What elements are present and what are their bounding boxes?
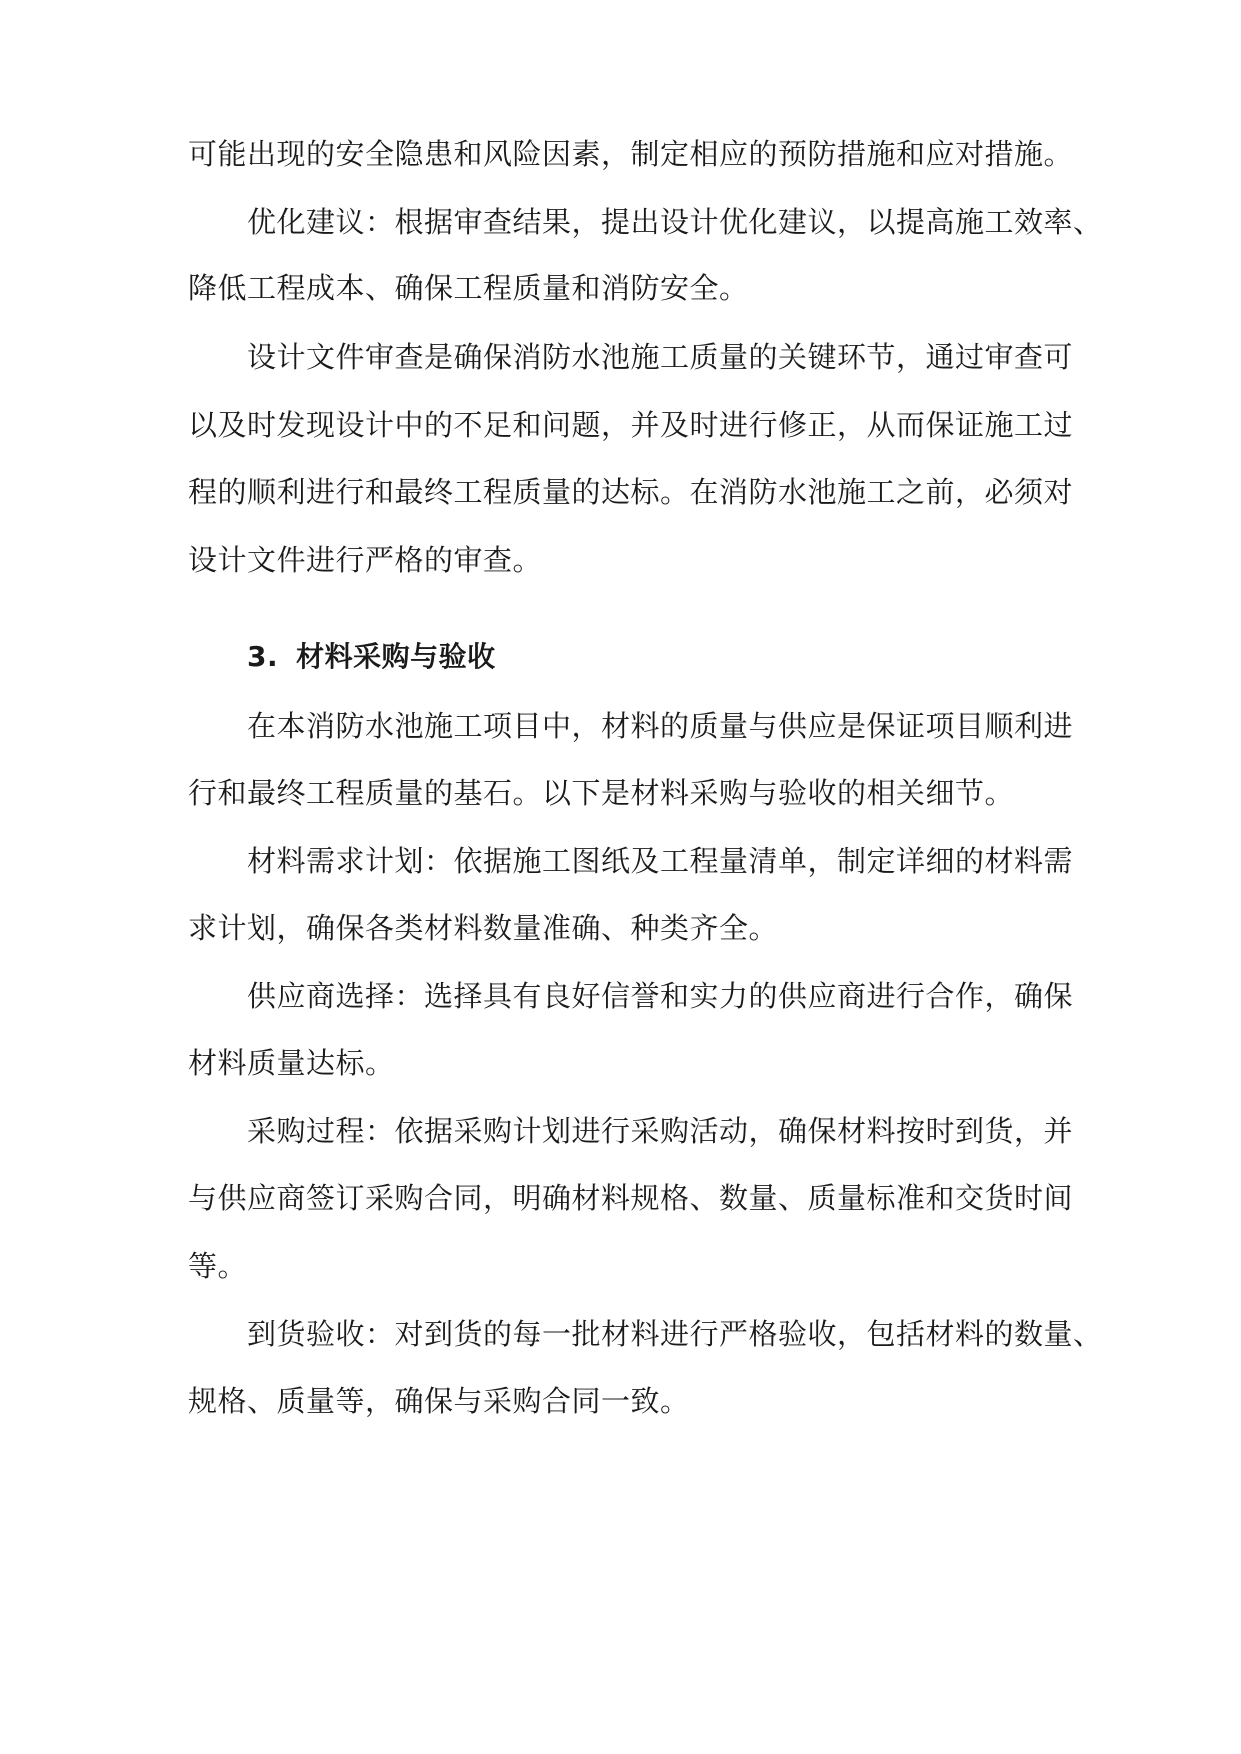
paragraph-line: 行和最终工程质量的基石。以下是材料采购与验收的相关细节。	[188, 776, 1015, 810]
paragraph-line: 可能出现的安全隐患和风险因素，制定相应的预防措施和应对措施。	[188, 137, 1074, 171]
paragraph-line: 供应商选择：选择具有良好信誉和实力的供应商进行合作，确保	[247, 979, 1074, 1013]
paragraph-line: 到货验收：对到货的每一批材料进行严格验收，包括材料的数量、	[247, 1317, 1103, 1351]
paragraph-line: 材料质量达标。	[188, 1046, 395, 1080]
paragraph-line: 与供应商签订采购合同，明确材料规格、数量、质量标准和交货时间	[188, 1181, 1074, 1215]
paragraph-line: 设计文件进行严格的审查。	[188, 543, 543, 577]
paragraph-line: 采购过程：依据采购计划进行采购活动，确保材料按时到货，并	[247, 1114, 1074, 1148]
paragraph-line: 在本消防水池施工项目中，材料的质量与供应是保证项目顺利进	[247, 709, 1074, 743]
paragraph-line: 材料需求计划：依据施工图纸及工程量清单，制定详细的材料需	[247, 844, 1074, 878]
section-heading	[247, 637, 496, 677]
paragraph-line: 优化建议：根据审查结果，提出设计优化建议，以提高施工效率、	[247, 205, 1103, 239]
paragraph-line: 以及时发现设计中的不足和问题，并及时进行修正，从而保证施工过	[188, 408, 1074, 442]
paragraph-line: 降低工程成本、确保工程质量和消防安全。	[188, 271, 749, 305]
section-title: 材料采购与验收	[296, 640, 496, 673]
section-number: 3.	[247, 640, 279, 673]
paragraph-line: 规格、质量等，确保与采购合同一致。	[188, 1384, 690, 1418]
paragraph-line: 等。	[188, 1249, 248, 1283]
paragraph-line: 程的顺利进行和最终工程质量的达标。在消防水池施工之前，必须对	[188, 475, 1074, 509]
paragraph-line: 求计划，确保各类材料数量准确、种类齐全。	[188, 911, 779, 945]
paragraph-line: 设计文件审查是确保消防水池施工质量的关键环节，通过审查可	[247, 340, 1074, 374]
